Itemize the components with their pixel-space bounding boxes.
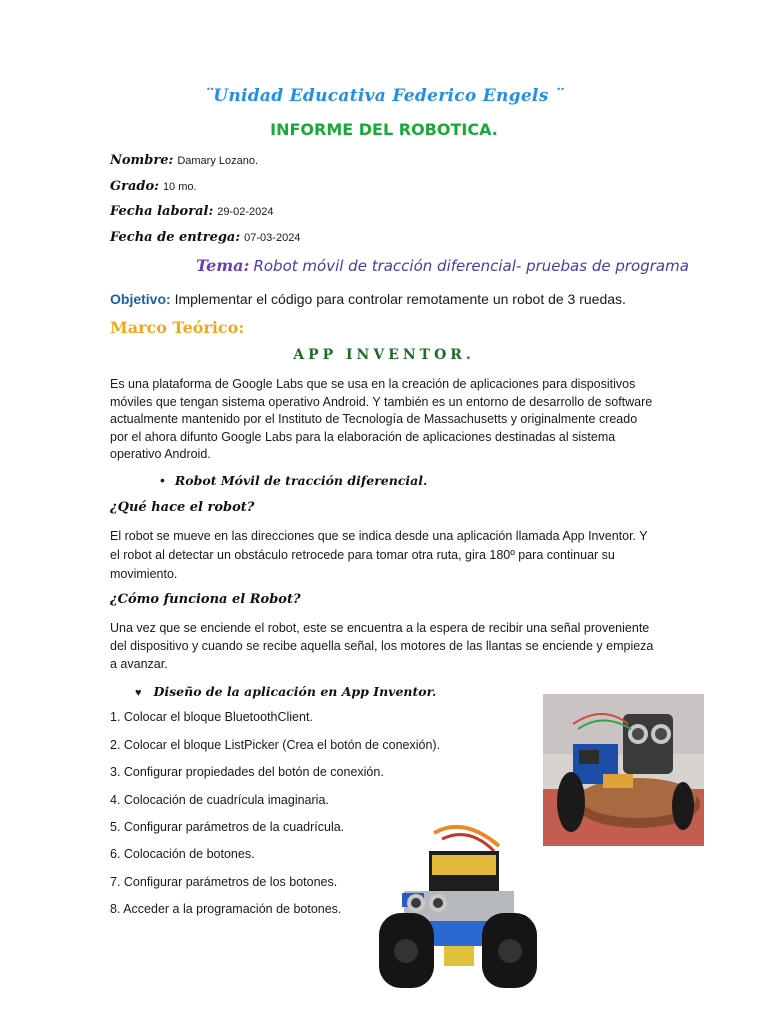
- field-grado: [110, 178, 197, 194]
- report-title: INFORME DEL ROBOTICA.: [270, 120, 498, 139]
- answer-what: El robot se mueve en las direcciones que se indica desde una aplicación llamada App Inventor. Y el robot al detectar un obstáculo retrocede para tomar otra ruta, gira 180º para continuar su movimiento.: [110, 529, 648, 581]
- question-how: ¿Cómo funciona el Robot?: [110, 592, 301, 607]
- tema-value: Robot móvil de tracción diferencial- pruebas de programa: [253, 257, 689, 275]
- field-value: 10 mo.: [162, 181, 197, 193]
- field-label: Nombre:: [110, 153, 174, 168]
- step-item: 3. Configurar propiedades del botón de conexión.: [110, 765, 384, 779]
- field-fecha-entrega: [110, 229, 300, 245]
- objetivo-label: Objetivo:: [110, 291, 171, 307]
- step-item: 5. Configurar parámetros de la cuadrícula.: [110, 820, 345, 834]
- field-nombre: [110, 152, 258, 168]
- step-item: 6. Colocación de botones.: [110, 847, 255, 861]
- bullet-dot-icon: •: [160, 472, 165, 488]
- question-what: ¿Qué hace el robot?: [110, 500, 255, 515]
- objetivo-line: [110, 291, 626, 307]
- field-label: Grado:: [110, 179, 159, 194]
- bullet-robot: [160, 472, 427, 490]
- app-inventor-title: APP INVENTOR.: [293, 347, 475, 363]
- app-inventor-paragraph: Es una plataforma de Google Labs que se usa en la creación de aplicaciones para dispositivos móviles que tengan sistema operativo Android. Y también es un entorno de desarrollo de software actualmente mantenido por el Instituto de Tecnología de Massachusetts y originalmente creado por el ahora difunto Google Labs para la elaboración de aplicaciones destinadas al sistema operativo Android.: [110, 377, 653, 461]
- field-label: Fecha de entrega:: [110, 230, 241, 245]
- answer-how: Una vez que se enciende el robot, este se encuentra a la espera de recibir una señal proveniente del dispositivo y cuando se recibe aquella señal, los motores de las llantas se enciende y empieza a avanzar.: [110, 621, 654, 671]
- tema-label: Tema:: [196, 256, 250, 275]
- objetivo-value: Implementar el código para controlar remotamente un robot de 3 ruedas.: [174, 291, 626, 307]
- bullet-robot-label: Robot Móvil de tracción diferencial.: [174, 473, 428, 488]
- field-fecha-laboral: [110, 203, 274, 219]
- tema-line: [196, 256, 689, 276]
- robot-photo-tracked: [374, 821, 542, 997]
- design-heading: [135, 683, 436, 701]
- field-value: 07-03-2024: [244, 232, 301, 244]
- field-value: Damary Lozano.: [177, 155, 259, 167]
- step-item: 2. Colocar el bloque ListPicker (Crea el botón de conexión).: [110, 738, 441, 752]
- step-item: 1. Colocar el bloque BluetoothClient.: [110, 710, 313, 724]
- robot-photo-wheeled: [543, 694, 704, 846]
- step-item: 8. Acceder a la programación de botones.: [110, 902, 342, 916]
- field-value: 29-02-2024: [217, 206, 274, 218]
- heart-bullet-icon: ♥: [135, 687, 142, 699]
- step-item: 7. Configurar parámetros de los botones.: [110, 875, 338, 889]
- marco-teorico-heading: Marco Teórico:: [110, 318, 245, 337]
- design-heading-label: Diseño de la aplicación en App Inventor.: [153, 684, 437, 699]
- step-item: 4. Colocación de cuadrícula imaginaria.: [110, 793, 329, 807]
- school-title: ¨Unidad Educativa Federico Engels ¨: [204, 86, 564, 106]
- field-label: Fecha laboral:: [110, 204, 214, 219]
